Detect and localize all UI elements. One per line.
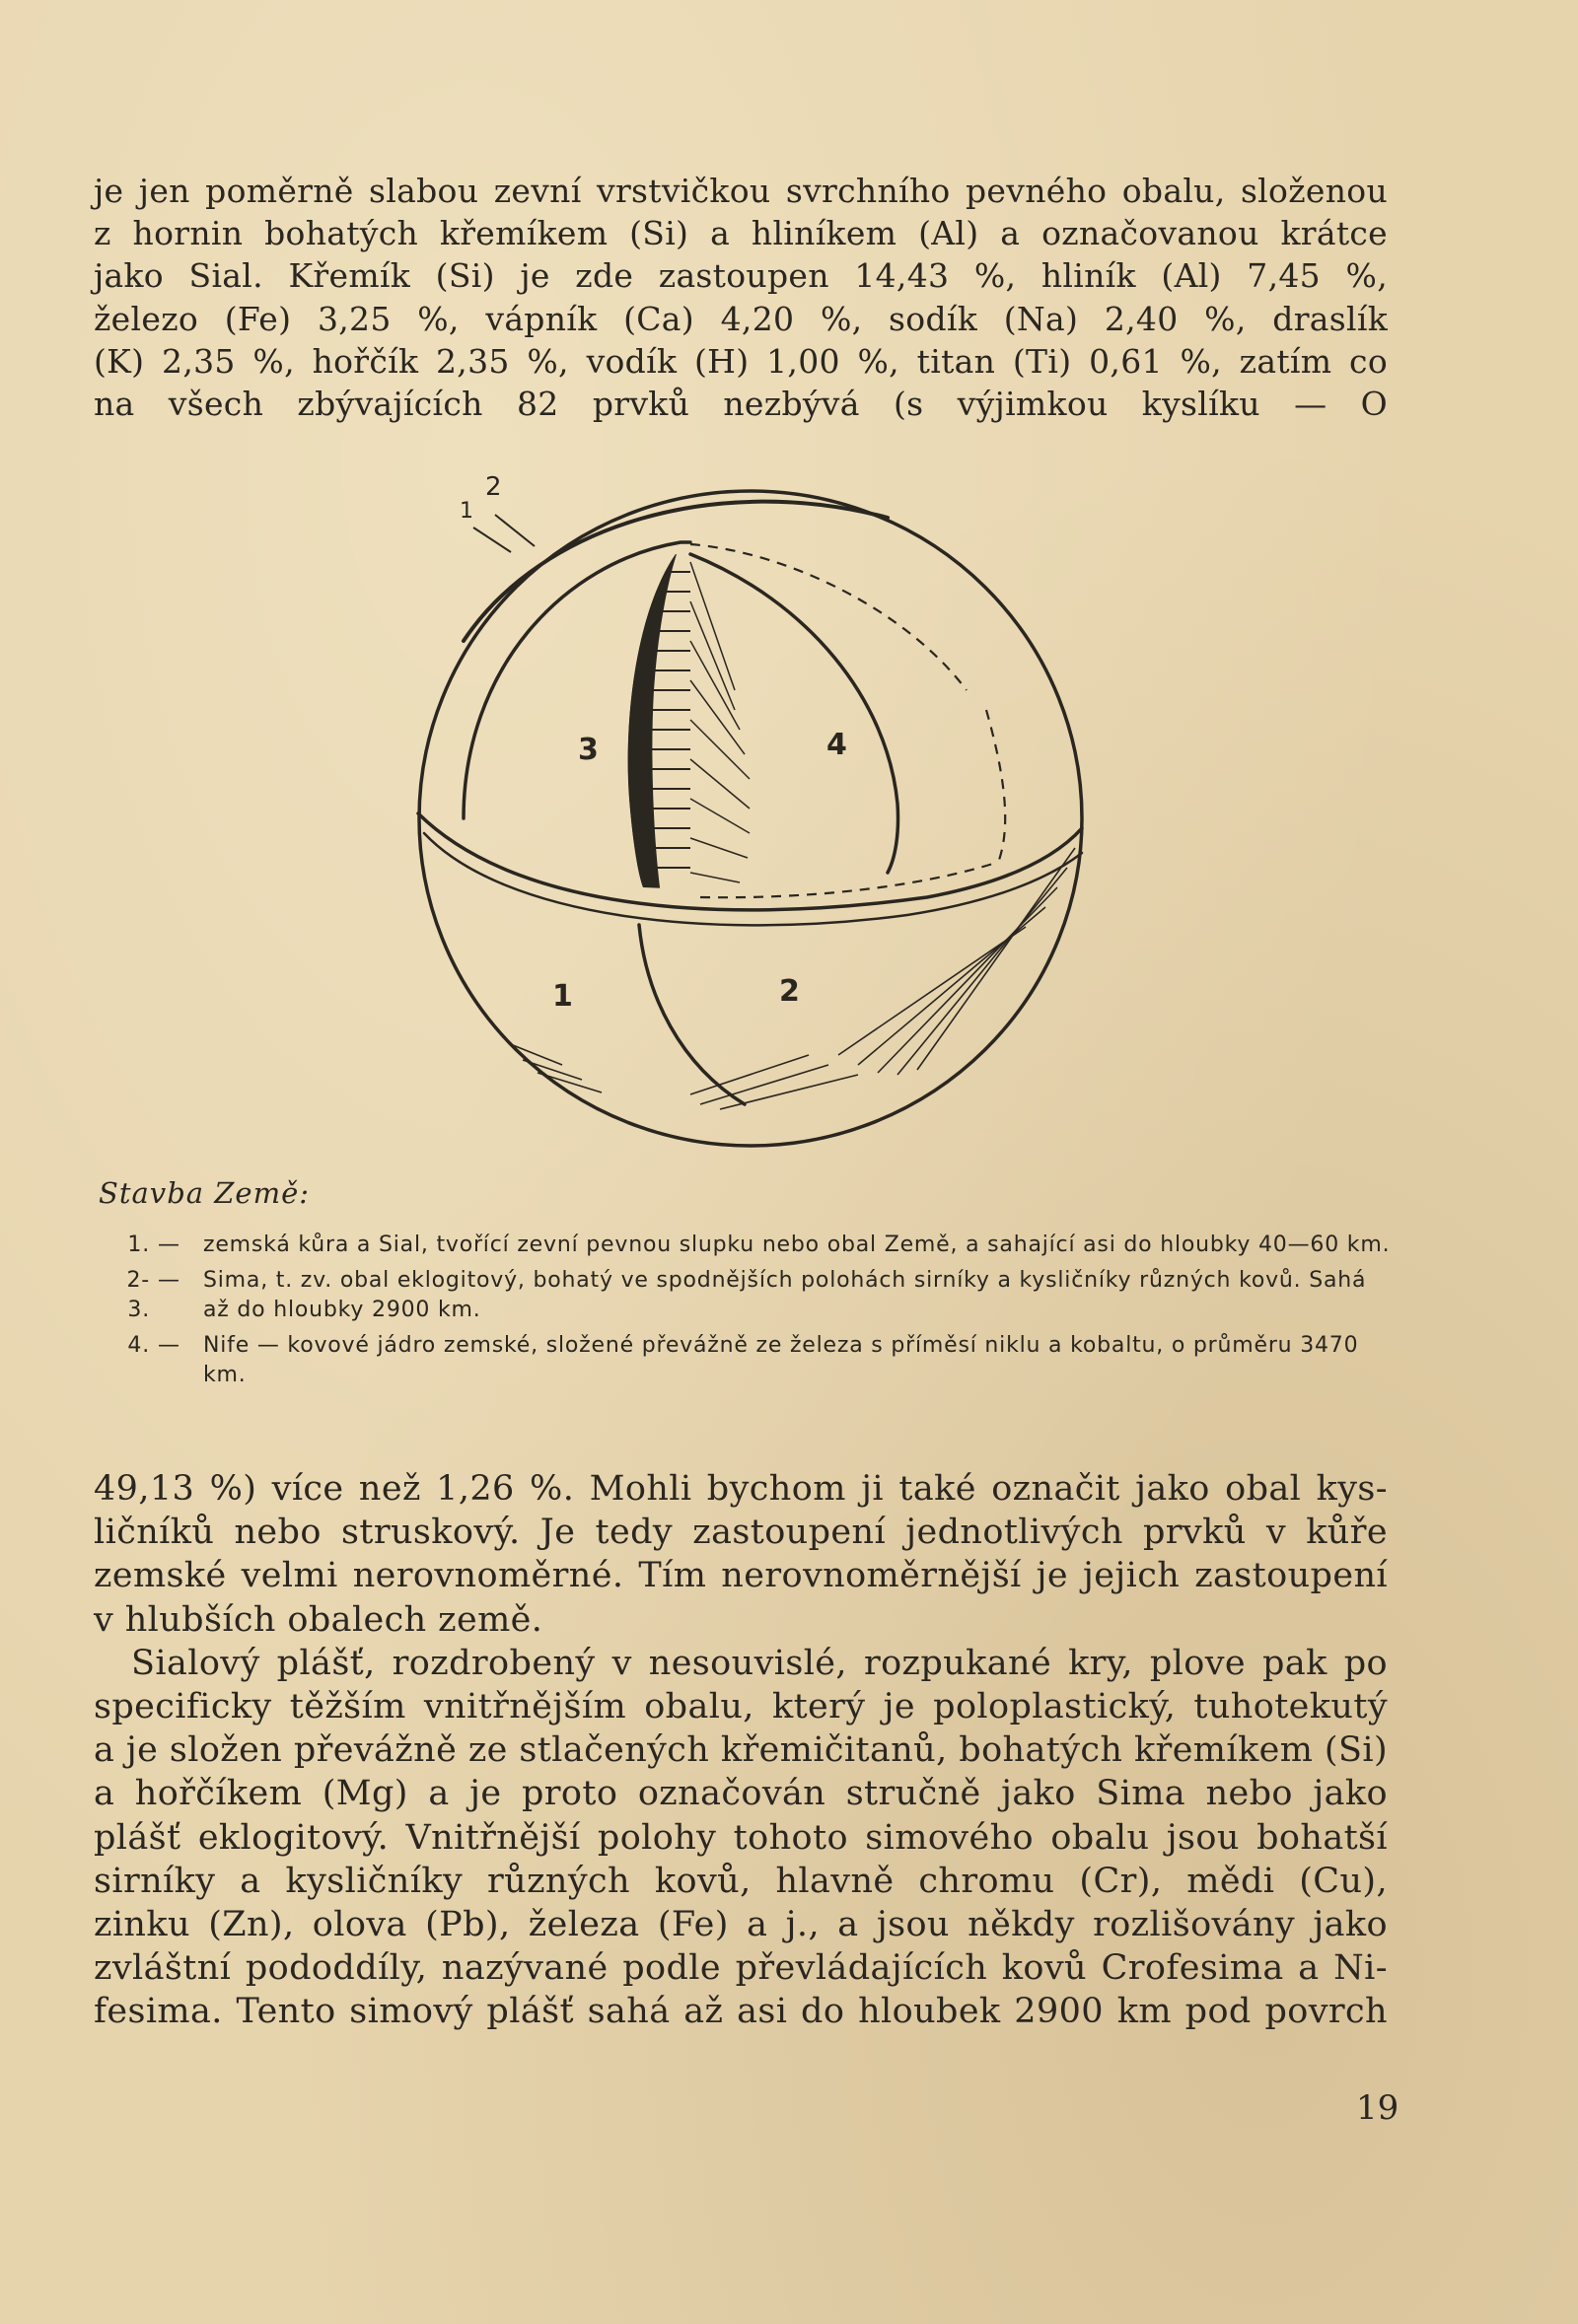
earth-structure-diagram (394, 463, 1105, 1154)
text-line: a hořčíkem (Mg) a je proto označován stručně jako Sima nebo jako (94, 1774, 1388, 1814)
pointer-line-1 (473, 528, 511, 552)
text-line: jako Sial. Křemík (Si) je zde zastoupen 14,43 %, hliník (Al) 7,45 %, (94, 256, 1388, 296)
label-zone-3: 3 (578, 733, 599, 767)
caption-item-number: 1. (127, 1232, 150, 1257)
text-line: zvláštní pododdíly, nazývané podle převládajících kovů Crofesima a Ni- (94, 1948, 1388, 1989)
dashed-core-top (690, 544, 967, 690)
figure-caption-title: Stavba Země: (99, 1176, 311, 1210)
text-line: zinku (Zn), olova (Pb), železa (Fe) a j., a jsou někdy rozlišovány jako (94, 1905, 1388, 1945)
pointer-line-2 (495, 515, 535, 546)
figure-caption-list (116, 1231, 1399, 1396)
core-shade (628, 554, 676, 887)
caption-item (116, 1331, 1399, 1390)
caption-item-text: zemská kůra a Sial, tvořící zevní pevnou slupku nebo obal Země, a sahající asi do hloubky 40—60 km. (203, 1232, 1391, 1257)
page-number: 19 (1356, 2088, 1399, 2128)
text-line: na všech zbývajících 82 prvků nezbývá (s výjimkou kyslíku — O (94, 385, 1388, 424)
label-zone-4: 4 (826, 728, 847, 762)
dashed-core-right (986, 710, 1005, 863)
caption-item-text: Sima, t. zv. obal eklogitový, bohatý ve spodnějších polohách sirníky a kysličníky různých kovů. Sahá až do hloubky 2900 km. (203, 1268, 1367, 1322)
label-top-2: 2 (485, 472, 502, 502)
text-line: Sialový plášť, rozdrobený v nesouvislé, rozpukané kry, plove pak po (131, 1643, 1388, 1683)
vertical-cut (639, 925, 745, 1104)
text-line: (K) 2,35 %, hořčík 2,35 %, vodík (H) 1,00 %, titan (Ti) 0,61 %, zatím co (94, 341, 1388, 381)
core-radial-hatching (690, 562, 750, 882)
caption-item-number: 2-3. (126, 1268, 150, 1322)
mantle-cut-arc (464, 542, 690, 818)
label-zone-1: 1 (552, 979, 573, 1014)
caption-dash: — (158, 1268, 180, 1293)
text-line: v hlubších obalech země. (94, 1599, 543, 1640)
caption-item (116, 1231, 1399, 1260)
caption-dash: — (158, 1232, 180, 1257)
text-line: z hornin bohatých křemíkem (Si) a hliníkem (Al) a označovanou krátce (94, 214, 1388, 253)
bottom-paragraph (94, 1467, 1388, 2034)
text-line: železo (Fe) 3,25 %, vápník (Ca) 4,20 %, sodík (Na) 2,40 %, draslík (94, 299, 1388, 338)
label-top-1: 1 (460, 499, 473, 524)
text-line: fesima. Tento simový plášť sahá až asi do hloubek 2900 km pod povrch (94, 1992, 1388, 2032)
caption-item (116, 1266, 1399, 1325)
caption-dash: — (158, 1333, 180, 1358)
equator-outer (418, 813, 1082, 910)
caption-item-text: Nife — kovové jádro zemské, složené převážně ze železa s příměsí niklu a kobaltu, o průměru 3470 km. (203, 1333, 1359, 1387)
caption-item-number: 4. (127, 1333, 150, 1358)
text-line: je jen poměrně slabou zevní vrstvičkou svrchního pevného obalu, složenou (94, 172, 1388, 210)
text-line: a je složen převážně ze stlačených křemičitanů, bohatých křemíkem (Si) (94, 1730, 1388, 1771)
core-arc (690, 554, 898, 873)
text-line: sirníky a kysličníky různých kovů, hlavně chromu (Cr), mědi (Cu), (94, 1861, 1388, 1901)
text-line: zemské velmi nerovnoměrné. Tím nerovnoměrnější je jejich zastoupení (94, 1556, 1388, 1596)
text-line: ličníků nebo struskový. Je tedy zastoupení jednotlivých prvků v kůře (94, 1513, 1388, 1553)
text-line: 49,13 %) více než 1,26 %. Mohli bychom ji také označit jako obal kys- (94, 1469, 1388, 1509)
text-line: specificky těžším vnitřnějším obalu, který je poloplastický, tuhotekutý (94, 1687, 1388, 1727)
text-line: plášť eklogitový. Vnitřnější polohy tohoto simového obalu jsou bohatší (94, 1817, 1388, 1858)
label-zone-2: 2 (779, 974, 800, 1009)
top-paragraph (94, 170, 1388, 425)
